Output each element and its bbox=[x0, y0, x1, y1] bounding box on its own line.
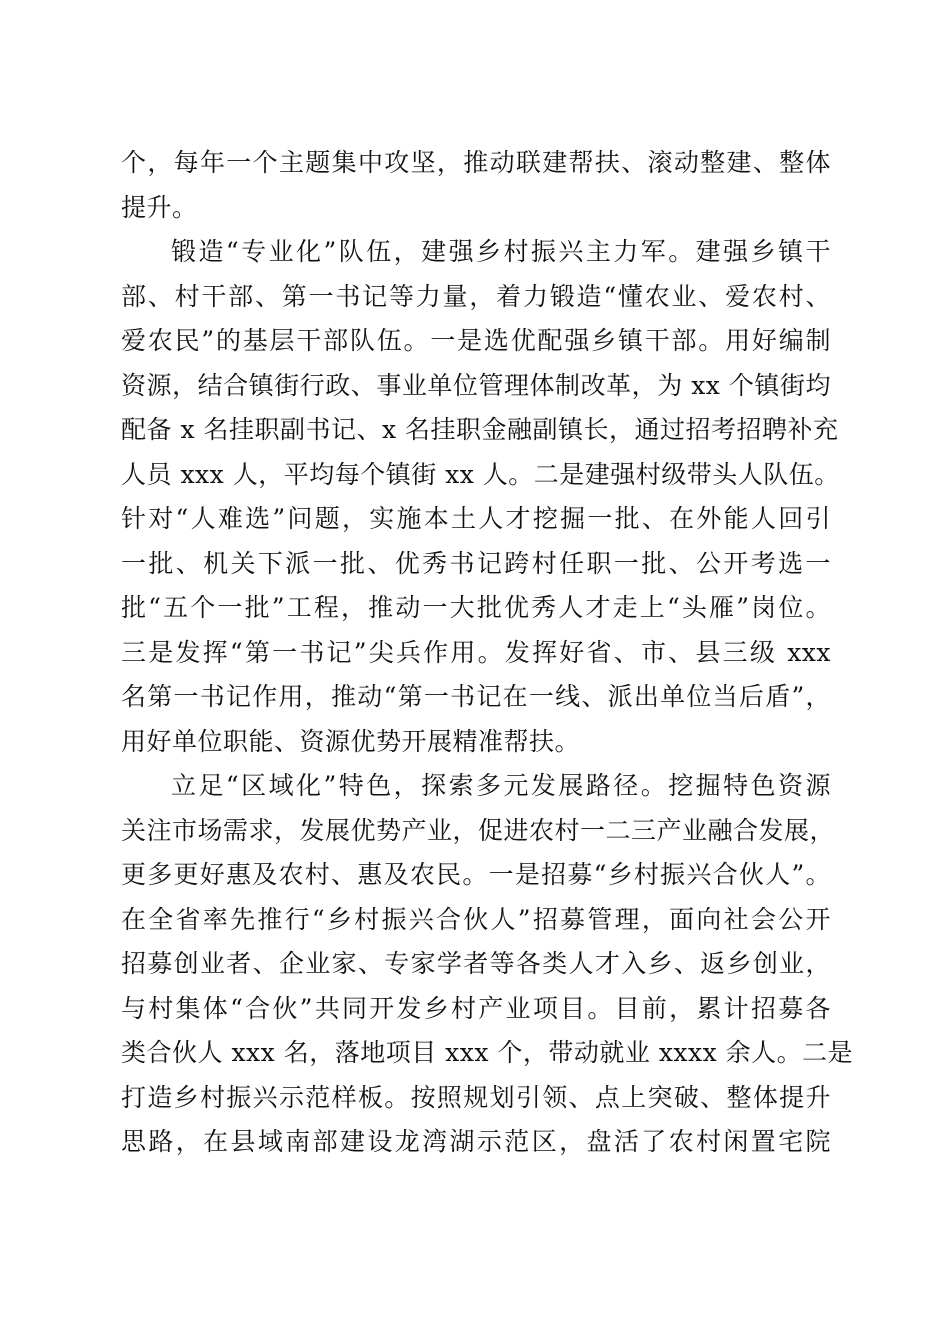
text-line: 提升。 bbox=[121, 192, 198, 222]
text-line: 针对“人难选”问题，实施本土人才挖掘一批、在外能人回引 bbox=[121, 504, 831, 533]
text-line: 三是发挥“第一书记”尖兵作用。发挥好省、市、县三级 xxx bbox=[121, 637, 831, 667]
paragraph-1 bbox=[121, 141, 831, 230]
text-line: 立足“区域化”特色，探索多元发展路径。挖掘特色资源 bbox=[171, 771, 831, 800]
text-line: 锻造“专业化”队伍，建强乡村振兴主力军。建强乡镇干 bbox=[171, 237, 831, 266]
text-line: 与村集体“合伙”共同开发乡村产业项目。目前，累计招募各 bbox=[121, 993, 831, 1023]
text-line: 一批、机关下派一批、优秀书记跨村任职一批、公开考选一 bbox=[121, 548, 831, 578]
document-body bbox=[121, 141, 854, 1165]
text-line: 部、村干部、第一书记等力量，着力锻造“懂农业、爱农村、 bbox=[121, 281, 831, 311]
text-line: 更多更好惠及农村、惠及农民。一是招募“乡村振兴合伙人”。 bbox=[121, 860, 831, 889]
text-line: 类合伙人 xxx 名，落地项目 xxx 个，带动就业 xxxx 余人。二是 bbox=[121, 1038, 854, 1067]
text-line: 关注市场需求，发展优势产业，促进农村一二三产业融合发展， bbox=[121, 815, 836, 845]
paragraph-2 bbox=[121, 230, 840, 764]
text-line: 爱农民”的基层干部队伍。一是选优配强乡镇干部。用好编制 bbox=[121, 326, 831, 355]
text-line: 用好单位职能、资源优势开展精准帮扶。 bbox=[121, 726, 581, 756]
text-line: 名第一书记作用，推动“第一书记在一线、派出单位当后盾”， bbox=[121, 682, 831, 711]
text-line: 批“五个一批”工程，推动一大批优秀人才走上“头雁”岗位。 bbox=[121, 593, 831, 622]
text-line: 个，每年一个主题集中攻坚，推动联建帮扶、滚动整建、整体 bbox=[121, 148, 831, 177]
text-line: 人员 xxx 人，平均每个镇街 xx 人。二是建强村级带头人队伍。 bbox=[121, 459, 840, 489]
text-line: 资源，结合镇街行政、事业单位管理体制改革，为 xx 个镇街均 bbox=[121, 370, 831, 400]
text-line: 配备 x 名挂职副书记、x 名挂职金融副镇长，通过招考招聘补充 bbox=[121, 415, 839, 444]
text-line: 招募创业者、企业家、专家学者等各类人才入乡、返乡创业， bbox=[121, 949, 831, 978]
paragraph-3 bbox=[121, 764, 854, 1165]
text-line: 在全省率先推行“乡村振兴合伙人”招募管理，面向社会公开 bbox=[121, 904, 831, 934]
text-line: 打造乡村振兴示范样板。按照规划引领、点上突破、整体提升 bbox=[121, 1082, 831, 1112]
text-line: 思路，在县域南部建设龙湾湖示范区，盘活了农村闲置宅院 bbox=[121, 1127, 831, 1156]
